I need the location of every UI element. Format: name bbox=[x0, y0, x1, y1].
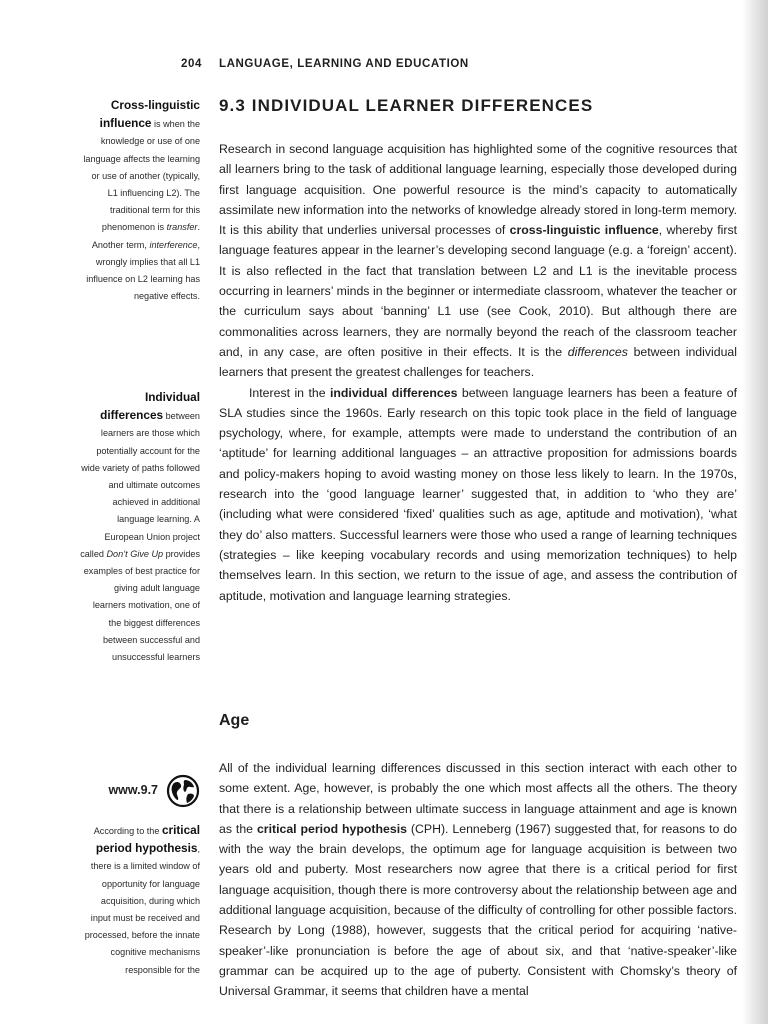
key-term-cross-linguistic-influence: cross-linguistic influence bbox=[509, 223, 659, 238]
margin-note-individual-differences: Individual differences between learners are those which potentially account for the wide variety of paths followed and ultimate outcomes achieved in additional language learning. A European Union project called Don’t Give Up provides examples of best practice for giving adult language learners motivation, one of the biggest differences between successful and unsuccessful learners bbox=[80, 390, 200, 663]
paragraph-2: Interest in the individual differences between language learners has been a feature of SLA studies since the 1960s. Early research on this topic took place in the field of language psychology, where, for example, attempts were made to understand the contribution of an ‘aptitude’ for learning additional languages – an attractive proposition for admissions boards and policy-makers hoping to avoid wasting money on those less likely to learn. In the 1970s, research into the ‘good language learner’ suggested that, in addition to ‘who they are’ (including what were considered ‘fixed’ qualities such as age, aptitude and motivation), ‘what they do’ also matters. Successful learners were those who used a range of learning techniques (strategies – like keeping vocabulary records and using memorization techniques) to help themselves learn. In this section, we return to the issue of age, and assess the contribution of aptitude, motivation and language learning strategies. bbox=[219, 385, 737, 603]
paragraph-3: All of the individual learning differences discussed in this section interact with each other to some extent. Age, however, is probably the one which most affects all the others. The theory that there is a relationship between ultimate success in language attainment and age is known as the critical period hypothesis (CPH). Lenneberg (1967) suggested that, for reasons to do with the way the brain develops, the optimum age for language acquisition is between two years old and puberty. Most researchers now agree that there is a critical period for first language acquisition, though there is more controversy about the relationship between age and additional language acquisition, because of the difficulty of controlling for other possible factors. Research by Long (1988), however, suggests that the critical period for acquiring ‘native-speaker’-like pronunciation is before the age of about six, and that ‘native-speaker’-like grammar can be acquired up to the age of puberty. Consistent with Chomsky’s theory of Universal Grammar, it seems that children have a mental bbox=[219, 761, 737, 999]
paragraph-1: Research in second language acquisition has highlighted some of the cognitive resources that all learners bring to the task of additional language learning, especially those developed during first language acquisition. One powerful resource is the mind’s capacity to automatically assimilate new information into the networks of knowledge already stored in long-term memory. It is this ability that underlies universal processes of cross-linguistic influence, whereby first language features appear in the learner’s developing second language (e.g. a ‘foreign’ accent). It is also reflected in the fact that translation between L2 and L1 is the inevitable process occurring in learners’ minds in the beginner or intermediate classroom, whatever the teacher or the curriculum says about ‘banning’ L1 use (see Cook, 2010). But although there are commonalities across learners, they are normally beyond the reach of the classroom teacher and, in any case, are often positive in their effects. It is the differences between individual learners that present the greatest challenges for teachers. bbox=[219, 142, 738, 380]
margin-note-critical-period-hypothesis: According to the critical period hypothesis, there is a limited window of opportunity for language acquisition, during which input must be received and processed, before the innate cognitive mechanisms responsible for the bbox=[84, 823, 200, 975]
page-number: 204 bbox=[181, 58, 202, 70]
web-reference[interactable] bbox=[96, 774, 200, 808]
running-header bbox=[0, 58, 768, 74]
key-term-critical-period-hypothesis: critical period hypothesis bbox=[256, 821, 407, 836]
running-head: LANGUAGE, LEARNING AND EDUCATION bbox=[219, 58, 469, 70]
main-body-intro bbox=[219, 139, 737, 606]
page-edge-shadow bbox=[742, 0, 768, 1024]
key-term-individual-differences: individual differences bbox=[329, 385, 458, 400]
main-body-age bbox=[219, 758, 737, 1002]
margin-note-cross-linguistic-influence: Cross-linguistic influence is when the knowledge or use of one language affects the learning or use of another (typically, L1 influencing L2). The traditional term for this phenomenon is transfer. Another term, interference, wrongly implies that all L1 influence on L2 learning has negative effects. bbox=[83, 98, 200, 302]
section-title: 9.3 INDIVIDUAL LEARNER DIFFERENCES bbox=[219, 96, 594, 115]
subheading-age: Age bbox=[219, 712, 250, 729]
web-reference-label[interactable]: www.9.7 bbox=[108, 783, 158, 797]
globe-icon bbox=[166, 774, 200, 808]
